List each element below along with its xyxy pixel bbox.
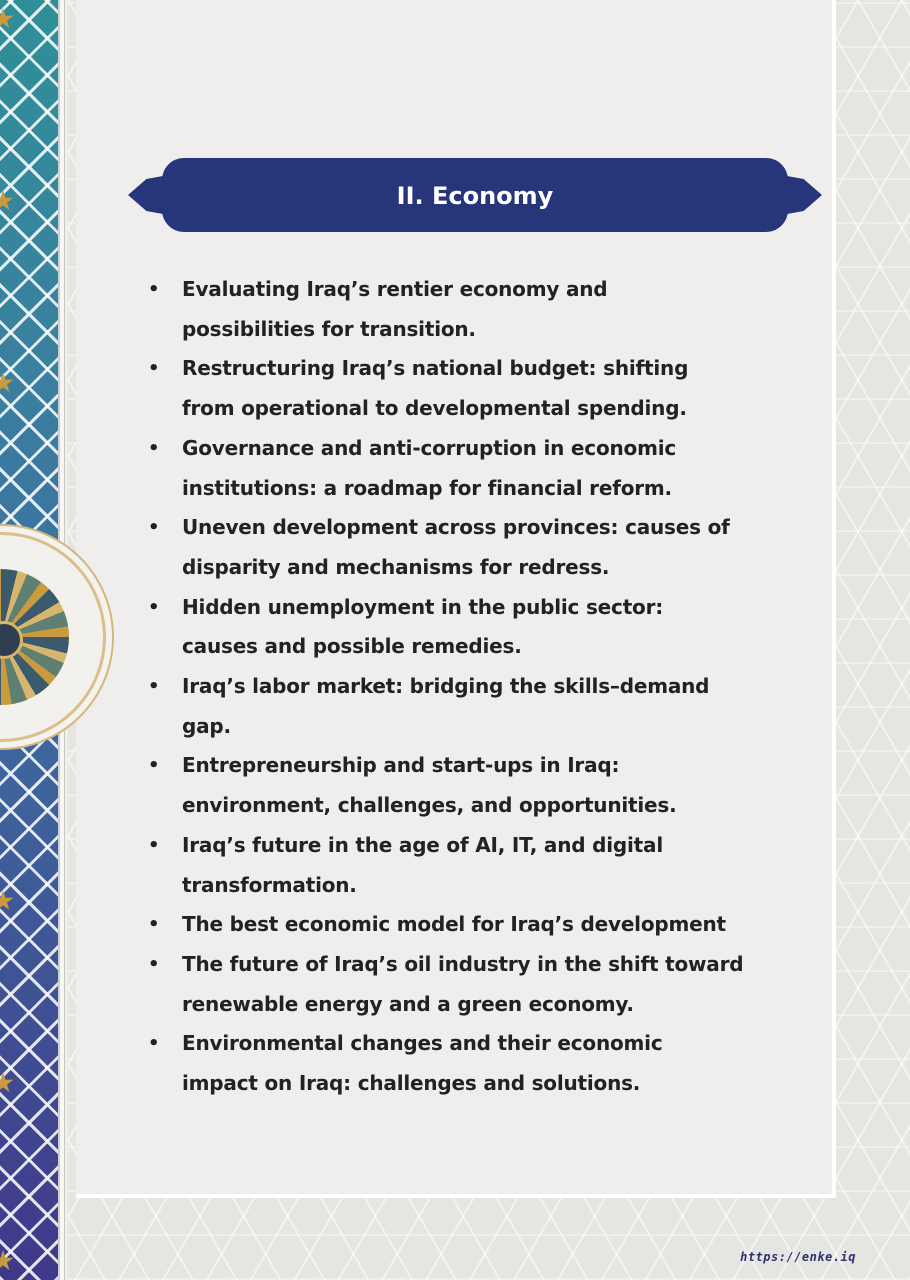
bullet-icon: •: [148, 1033, 160, 1055]
list-item: [148, 1024, 722, 1103]
bullet-icon: •: [148, 279, 160, 300]
list-item: [148, 667, 742, 746]
list-item: [148, 508, 752, 587]
topic-text: Evaluating Iraq’s rentier economy and possibilities for transition.: [182, 277, 608, 341]
bullet-icon: •: [148, 437, 160, 459]
topic-text: The future of Iraq’s oil industry in the shift toward renewable energy and a green economy.: [182, 951, 744, 1016]
list-item: [148, 588, 702, 667]
topic-text: The best economic model for Iraq’s development: [182, 912, 726, 937]
website-url: https://enke.iq: [740, 1250, 856, 1264]
section-banner: [128, 158, 822, 234]
topic-text: Entrepreneurship and start-ups in Iraq: environment, challenges, and opportunities.: [182, 753, 677, 818]
topic-text: Hidden unemployment in the public sector: causes and possible remedies.: [182, 594, 664, 659]
bullet-icon: •: [148, 953, 160, 975]
list-item: [148, 270, 622, 349]
list-item: [148, 826, 702, 905]
bullet-icon: •: [148, 517, 160, 539]
topic-text: Iraq’s labor market: bridging the skills–demand gap.: [182, 674, 710, 738]
list-item: [148, 945, 782, 1024]
topic-text: Restructuring Iraq’s national budget: shifting from operational to developmental spending.: [182, 356, 689, 421]
topic-text: Iraq’s future in the age of AI, IT, and digital transformation.: [182, 832, 663, 897]
bullet-icon: •: [148, 358, 160, 380]
bullet-icon: •: [148, 676, 160, 698]
topic-text: Uneven development across provinces: causes of disparity and mechanisms for redress.: [182, 515, 730, 579]
bullet-icon: •: [148, 596, 160, 618]
bullet-icon: •: [148, 755, 160, 777]
topic-list: [148, 270, 748, 1104]
list-item: [148, 429, 702, 508]
bullet-icon: •: [148, 834, 160, 856]
topic-text: Environmental changes and their economic impact on Iraq: challenges and solutions.: [182, 1031, 663, 1096]
list-item: [148, 905, 782, 945]
list-item: [148, 746, 722, 825]
topic-text: Governance and anti-corruption in economic institutions: a roadmap for financial reform.: [182, 435, 677, 500]
section-title: II. Economy: [396, 182, 554, 210]
list-item: [148, 349, 702, 428]
bullet-icon: •: [148, 914, 160, 936]
